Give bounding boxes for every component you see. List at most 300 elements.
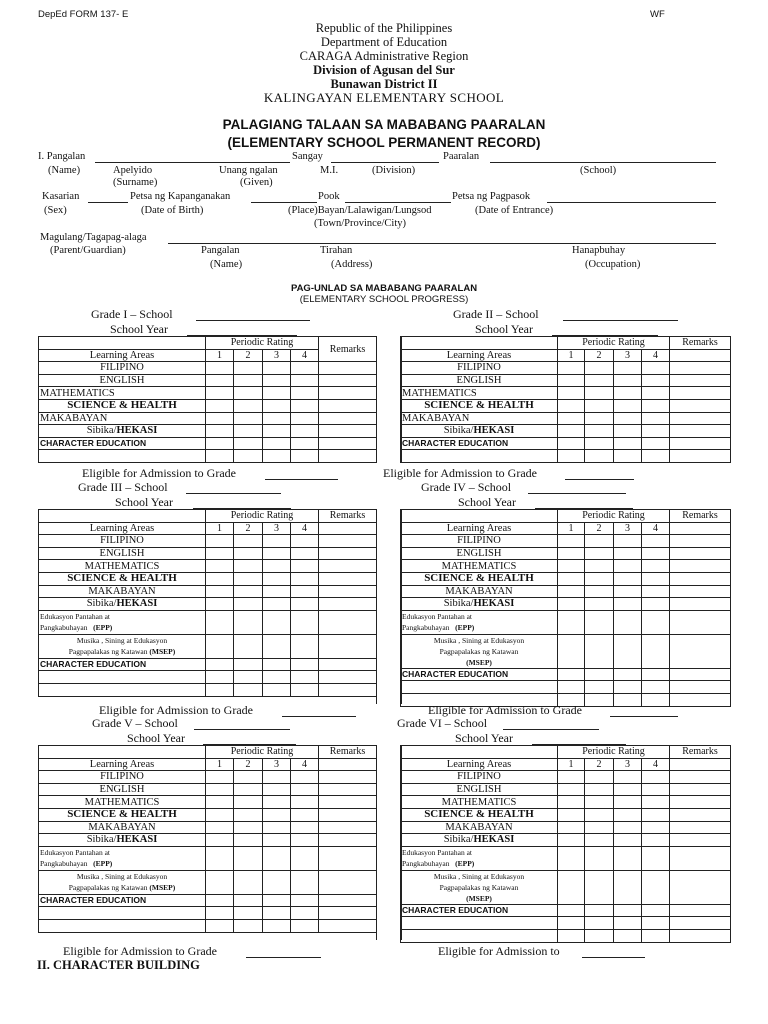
rating-cell[interactable]: [319, 585, 377, 598]
rating-cell[interactable]: [401, 917, 558, 930]
rating-cell[interactable]: [642, 681, 670, 694]
rating-cell[interactable]: [585, 399, 614, 412]
dob-field[interactable]: [251, 202, 317, 203]
grade1-school-field[interactable]: [196, 320, 310, 321]
rating-cell[interactable]: [558, 681, 585, 694]
rating-cell[interactable]: [614, 535, 642, 548]
rating-cell[interactable]: [670, 821, 731, 834]
rating-cell[interactable]: [206, 671, 234, 684]
rating-cell[interactable]: [234, 598, 263, 611]
rating-cell[interactable]: [234, 919, 263, 932]
rating-cell[interactable]: [263, 919, 291, 932]
rating-cell[interactable]: [642, 834, 670, 847]
rating-cell[interactable]: [291, 771, 319, 784]
rating-cell[interactable]: [614, 783, 642, 796]
rating-cell[interactable]: [234, 846, 263, 870]
rating-cell[interactable]: [642, 547, 670, 560]
rating-cell[interactable]: [558, 374, 585, 387]
rating-cell[interactable]: [642, 846, 670, 870]
rating-cell[interactable]: [585, 693, 614, 706]
rating-cell[interactable]: [319, 374, 377, 387]
rating-cell[interactable]: [291, 808, 319, 821]
rating-cell[interactable]: [670, 796, 731, 809]
rating-cell[interactable]: [206, 634, 234, 658]
rating-cell[interactable]: [670, 758, 731, 771]
rating-cell[interactable]: [614, 572, 642, 585]
rating-cell[interactable]: [642, 783, 670, 796]
rating-cell[interactable]: [670, 412, 731, 425]
rating-cell[interactable]: [39, 683, 206, 696]
rating-cell[interactable]: [642, 572, 670, 585]
rating-cell[interactable]: [206, 610, 234, 634]
rating-cell[interactable]: [319, 796, 377, 809]
rating-cell[interactable]: [558, 387, 585, 400]
rating-cell[interactable]: [319, 758, 377, 771]
rating-cell[interactable]: [670, 929, 731, 942]
rating-cell[interactable]: [585, 362, 614, 375]
rating-cell[interactable]: [585, 425, 614, 438]
rating-cell[interactable]: [319, 560, 377, 573]
rating-cell[interactable]: [642, 425, 670, 438]
rating-cell[interactable]: [234, 834, 263, 847]
rating-cell[interactable]: [206, 535, 234, 548]
rating-cell[interactable]: [614, 560, 642, 573]
grade1-eligible-field[interactable]: [265, 479, 338, 480]
rating-cell[interactable]: [319, 450, 377, 463]
rating-cell[interactable]: [263, 560, 291, 573]
rating-cell[interactable]: [206, 919, 234, 932]
rating-cell[interactable]: [558, 450, 585, 463]
rating-cell[interactable]: [558, 572, 585, 585]
rating-cell[interactable]: [206, 907, 234, 920]
rating-cell[interactable]: [234, 387, 263, 400]
rating-cell[interactable]: [234, 535, 263, 548]
rating-cell[interactable]: [234, 450, 263, 463]
rating-cell[interactable]: [291, 362, 319, 375]
grade2-eligible-field[interactable]: [565, 479, 634, 480]
rating-cell[interactable]: [263, 783, 291, 796]
rating-cell[interactable]: [614, 771, 642, 784]
rating-cell[interactable]: [642, 904, 670, 917]
rating-cell[interactable]: [585, 783, 614, 796]
rating-cell[interactable]: [614, 870, 642, 904]
rating-cell[interactable]: [206, 374, 234, 387]
rating-cell[interactable]: [291, 450, 319, 463]
rating-cell[interactable]: [206, 846, 234, 870]
rating-cell[interactable]: [263, 870, 291, 894]
rating-cell[interactable]: [558, 821, 585, 834]
rating-cell[interactable]: [642, 399, 670, 412]
rating-cell[interactable]: [642, 412, 670, 425]
rating-cell[interactable]: [263, 846, 291, 870]
rating-cell[interactable]: [614, 425, 642, 438]
rating-cell[interactable]: [234, 683, 263, 696]
rating-cell[interactable]: [319, 821, 377, 834]
rating-cell[interactable]: [558, 796, 585, 809]
rating-cell[interactable]: [558, 846, 585, 870]
rating-cell[interactable]: [291, 547, 319, 560]
rating-cell[interactable]: [263, 907, 291, 920]
school-field[interactable]: [490, 162, 716, 163]
rating-cell[interactable]: [39, 746, 206, 759]
rating-cell[interactable]: [319, 671, 377, 684]
rating-cell[interactable]: [670, 846, 731, 870]
rating-cell[interactable]: [558, 771, 585, 784]
rating-cell[interactable]: [614, 437, 642, 450]
rating-cell[interactable]: [585, 904, 614, 917]
rating-cell[interactable]: [234, 585, 263, 598]
rating-cell[interactable]: [670, 572, 731, 585]
rating-cell[interactable]: [291, 671, 319, 684]
rating-cell[interactable]: [263, 399, 291, 412]
rating-cell[interactable]: [558, 870, 585, 904]
rating-cell[interactable]: [642, 929, 670, 942]
rating-cell[interactable]: [670, 450, 731, 463]
rating-cell[interactable]: [670, 387, 731, 400]
rating-cell[interactable]: [642, 374, 670, 387]
rating-cell[interactable]: [206, 598, 234, 611]
rating-cell[interactable]: [558, 425, 585, 438]
rating-cell[interactable]: [670, 870, 731, 904]
rating-cell[interactable]: [585, 412, 614, 425]
rating-cell[interactable]: [263, 834, 291, 847]
rating-cell[interactable]: [585, 610, 614, 634]
place-field[interactable]: [345, 202, 451, 203]
rating-cell[interactable]: [319, 610, 377, 634]
rating-cell[interactable]: [291, 425, 319, 438]
rating-cell[interactable]: [319, 425, 377, 438]
rating-cell[interactable]: [206, 387, 234, 400]
rating-cell[interactable]: [263, 362, 291, 375]
rating-cell[interactable]: [614, 693, 642, 706]
doe-field[interactable]: [547, 202, 716, 203]
rating-cell[interactable]: [291, 834, 319, 847]
rating-cell[interactable]: [206, 585, 234, 598]
rating-cell[interactable]: [558, 437, 585, 450]
rating-cell[interactable]: [234, 634, 263, 658]
rating-cell[interactable]: [319, 634, 377, 658]
rating-cell[interactable]: [206, 547, 234, 560]
rating-cell[interactable]: [206, 821, 234, 834]
rating-cell[interactable]: [206, 362, 234, 375]
rating-cell[interactable]: [319, 834, 377, 847]
rating-cell[interactable]: [614, 929, 642, 942]
grade2-school-field[interactable]: [563, 320, 678, 321]
rating-cell[interactable]: [291, 907, 319, 920]
rating-cell[interactable]: [206, 683, 234, 696]
rating-cell[interactable]: [234, 425, 263, 438]
rating-cell[interactable]: [234, 894, 263, 907]
rating-cell[interactable]: [234, 374, 263, 387]
rating-cell[interactable]: [263, 387, 291, 400]
rating-cell[interactable]: [206, 412, 234, 425]
rating-cell[interactable]: [263, 425, 291, 438]
rating-cell[interactable]: [234, 907, 263, 920]
rating-cell[interactable]: [319, 572, 377, 585]
rating-cell[interactable]: [401, 929, 558, 942]
rating-cell[interactable]: [670, 917, 731, 930]
rating-cell[interactable]: [670, 693, 731, 706]
rating-cell[interactable]: [558, 634, 585, 668]
rating-cell[interactable]: [614, 399, 642, 412]
rating-cell[interactable]: [614, 796, 642, 809]
rating-cell[interactable]: [234, 572, 263, 585]
rating-cell[interactable]: [558, 362, 585, 375]
rating-cell[interactable]: [642, 610, 670, 634]
rating-cell[interactable]: [39, 510, 206, 523]
rating-cell[interactable]: [614, 834, 642, 847]
rating-cell[interactable]: [234, 547, 263, 560]
rating-cell[interactable]: [401, 450, 558, 463]
division-field[interactable]: [331, 162, 439, 163]
rating-cell[interactable]: [558, 917, 585, 930]
rating-cell[interactable]: [291, 919, 319, 932]
rating-cell[interactable]: [206, 834, 234, 847]
parent-field[interactable]: [168, 243, 716, 244]
rating-cell[interactable]: [234, 412, 263, 425]
rating-cell[interactable]: [585, 870, 614, 904]
rating-cell[interactable]: [642, 668, 670, 681]
rating-cell[interactable]: [585, 547, 614, 560]
rating-cell[interactable]: [585, 560, 614, 573]
rating-cell[interactable]: [585, 450, 614, 463]
rating-cell[interactable]: [291, 634, 319, 658]
rating-cell[interactable]: [558, 585, 585, 598]
grade3-eligible-field[interactable]: [282, 716, 356, 717]
rating-cell[interactable]: [558, 808, 585, 821]
rating-cell[interactable]: [319, 894, 377, 907]
rating-cell[interactable]: [642, 598, 670, 611]
rating-cell[interactable]: [291, 598, 319, 611]
rating-cell[interactable]: [206, 783, 234, 796]
rating-cell[interactable]: [263, 610, 291, 634]
rating-cell[interactable]: [670, 904, 731, 917]
rating-cell[interactable]: [585, 796, 614, 809]
rating-cell[interactable]: [670, 808, 731, 821]
sex-field[interactable]: [88, 202, 128, 203]
rating-cell[interactable]: [558, 547, 585, 560]
rating-cell[interactable]: [291, 572, 319, 585]
rating-cell[interactable]: [206, 425, 234, 438]
rating-cell[interactable]: [585, 808, 614, 821]
rating-cell[interactable]: [234, 783, 263, 796]
rating-cell[interactable]: [401, 746, 558, 759]
rating-cell[interactable]: [291, 387, 319, 400]
rating-cell[interactable]: [585, 821, 614, 834]
rating-cell[interactable]: [642, 870, 670, 904]
rating-cell[interactable]: [263, 585, 291, 598]
rating-cell[interactable]: [642, 437, 670, 450]
rating-cell[interactable]: [670, 535, 731, 548]
rating-cell[interactable]: [291, 585, 319, 598]
rating-cell[interactable]: [263, 572, 291, 585]
rating-cell[interactable]: [585, 585, 614, 598]
rating-cell[interactable]: [263, 598, 291, 611]
rating-cell[interactable]: [585, 572, 614, 585]
rating-cell[interactable]: [670, 634, 731, 668]
rating-cell[interactable]: [234, 437, 263, 450]
rating-cell[interactable]: [291, 437, 319, 450]
rating-cell[interactable]: [319, 846, 377, 870]
rating-cell[interactable]: [234, 771, 263, 784]
rating-cell[interactable]: [585, 437, 614, 450]
rating-cell[interactable]: [670, 668, 731, 681]
rating-cell[interactable]: [291, 535, 319, 548]
rating-cell[interactable]: [642, 917, 670, 930]
rating-cell[interactable]: [319, 522, 377, 535]
rating-cell[interactable]: [642, 535, 670, 548]
rating-cell[interactable]: [614, 585, 642, 598]
rating-cell[interactable]: [642, 821, 670, 834]
rating-cell[interactable]: [319, 771, 377, 784]
rating-cell[interactable]: [670, 834, 731, 847]
grade4-eligible-field[interactable]: [610, 716, 678, 717]
rating-cell[interactable]: [263, 821, 291, 834]
rating-cell[interactable]: [291, 870, 319, 894]
rating-cell[interactable]: [291, 846, 319, 870]
rating-cell[interactable]: [234, 671, 263, 684]
grade5-school-field[interactable]: [194, 729, 290, 730]
name-field[interactable]: [95, 162, 290, 163]
rating-cell[interactable]: [670, 437, 731, 450]
rating-cell[interactable]: [585, 929, 614, 942]
rating-cell[interactable]: [319, 387, 377, 400]
rating-cell[interactable]: [263, 658, 291, 671]
rating-cell[interactable]: [558, 834, 585, 847]
rating-cell[interactable]: [614, 808, 642, 821]
rating-cell[interactable]: [291, 610, 319, 634]
rating-cell[interactable]: [642, 634, 670, 668]
rating-cell[interactable]: [401, 337, 558, 350]
rating-cell[interactable]: [670, 771, 731, 784]
rating-cell[interactable]: [234, 808, 263, 821]
rating-cell[interactable]: [263, 437, 291, 450]
rating-cell[interactable]: [39, 450, 206, 463]
rating-cell[interactable]: [206, 560, 234, 573]
rating-cell[interactable]: [558, 668, 585, 681]
rating-cell[interactable]: [263, 671, 291, 684]
rating-cell[interactable]: [291, 560, 319, 573]
rating-cell[interactable]: [319, 808, 377, 821]
rating-cell[interactable]: [291, 796, 319, 809]
rating-cell[interactable]: [39, 337, 206, 350]
rating-cell[interactable]: [263, 374, 291, 387]
rating-cell[interactable]: [585, 834, 614, 847]
rating-cell[interactable]: [291, 821, 319, 834]
rating-cell[interactable]: [670, 349, 731, 362]
rating-cell[interactable]: [319, 412, 377, 425]
rating-cell[interactable]: [614, 598, 642, 611]
rating-cell[interactable]: [614, 846, 642, 870]
rating-cell[interactable]: [206, 658, 234, 671]
rating-cell[interactable]: [585, 387, 614, 400]
rating-cell[interactable]: [319, 783, 377, 796]
rating-cell[interactable]: [670, 783, 731, 796]
rating-cell[interactable]: [234, 399, 263, 412]
rating-cell[interactable]: [642, 387, 670, 400]
rating-cell[interactable]: [206, 399, 234, 412]
rating-cell[interactable]: [206, 450, 234, 463]
rating-cell[interactable]: [263, 412, 291, 425]
grade6-school-field[interactable]: [503, 729, 599, 730]
rating-cell[interactable]: [670, 362, 731, 375]
rating-cell[interactable]: [614, 610, 642, 634]
rating-cell[interactable]: [291, 399, 319, 412]
rating-cell[interactable]: [670, 547, 731, 560]
rating-cell[interactable]: [558, 610, 585, 634]
rating-cell[interactable]: [234, 870, 263, 894]
rating-cell[interactable]: [291, 374, 319, 387]
rating-cell[interactable]: [642, 450, 670, 463]
rating-cell[interactable]: [319, 547, 377, 560]
rating-cell[interactable]: [642, 808, 670, 821]
rating-cell[interactable]: [206, 870, 234, 894]
rating-cell[interactable]: [206, 437, 234, 450]
rating-cell[interactable]: [558, 560, 585, 573]
rating-cell[interactable]: [642, 560, 670, 573]
rating-cell[interactable]: [319, 362, 377, 375]
rating-cell[interactable]: [558, 783, 585, 796]
rating-cell[interactable]: [263, 894, 291, 907]
rating-cell[interactable]: [670, 681, 731, 694]
rating-cell[interactable]: [263, 450, 291, 463]
rating-cell[interactable]: [558, 399, 585, 412]
rating-cell[interactable]: [614, 374, 642, 387]
rating-cell[interactable]: [291, 783, 319, 796]
rating-cell[interactable]: [558, 904, 585, 917]
grade6-eligible-field[interactable]: [582, 957, 645, 958]
rating-cell[interactable]: [614, 547, 642, 560]
rating-cell[interactable]: [614, 362, 642, 375]
rating-cell[interactable]: [263, 771, 291, 784]
rating-cell[interactable]: [670, 522, 731, 535]
rating-cell[interactable]: [319, 399, 377, 412]
rating-cell[interactable]: [585, 598, 614, 611]
rating-cell[interactable]: [291, 683, 319, 696]
rating-cell[interactable]: [642, 362, 670, 375]
grade3-school-field[interactable]: [186, 493, 281, 494]
rating-cell[interactable]: [206, 894, 234, 907]
rating-cell[interactable]: [319, 535, 377, 548]
rating-cell[interactable]: [401, 681, 558, 694]
rating-cell[interactable]: [39, 919, 206, 932]
rating-cell[interactable]: [585, 535, 614, 548]
rating-cell[interactable]: [614, 681, 642, 694]
rating-cell[interactable]: [206, 771, 234, 784]
rating-cell[interactable]: [614, 450, 642, 463]
rating-cell[interactable]: [263, 808, 291, 821]
rating-cell[interactable]: [614, 904, 642, 917]
rating-cell[interactable]: [234, 560, 263, 573]
rating-cell[interactable]: [585, 771, 614, 784]
rating-cell[interactable]: [319, 598, 377, 611]
rating-cell[interactable]: [614, 412, 642, 425]
rating-cell[interactable]: [585, 634, 614, 668]
rating-cell[interactable]: [642, 771, 670, 784]
rating-cell[interactable]: [585, 917, 614, 930]
rating-cell[interactable]: [263, 535, 291, 548]
rating-cell[interactable]: [670, 560, 731, 573]
rating-cell[interactable]: [319, 437, 377, 450]
rating-cell[interactable]: [319, 870, 377, 894]
rating-cell[interactable]: [319, 907, 377, 920]
rating-cell[interactable]: [642, 796, 670, 809]
rating-cell[interactable]: [670, 399, 731, 412]
rating-cell[interactable]: [670, 610, 731, 634]
rating-cell[interactable]: [670, 598, 731, 611]
rating-cell[interactable]: [585, 681, 614, 694]
rating-cell[interactable]: [206, 808, 234, 821]
